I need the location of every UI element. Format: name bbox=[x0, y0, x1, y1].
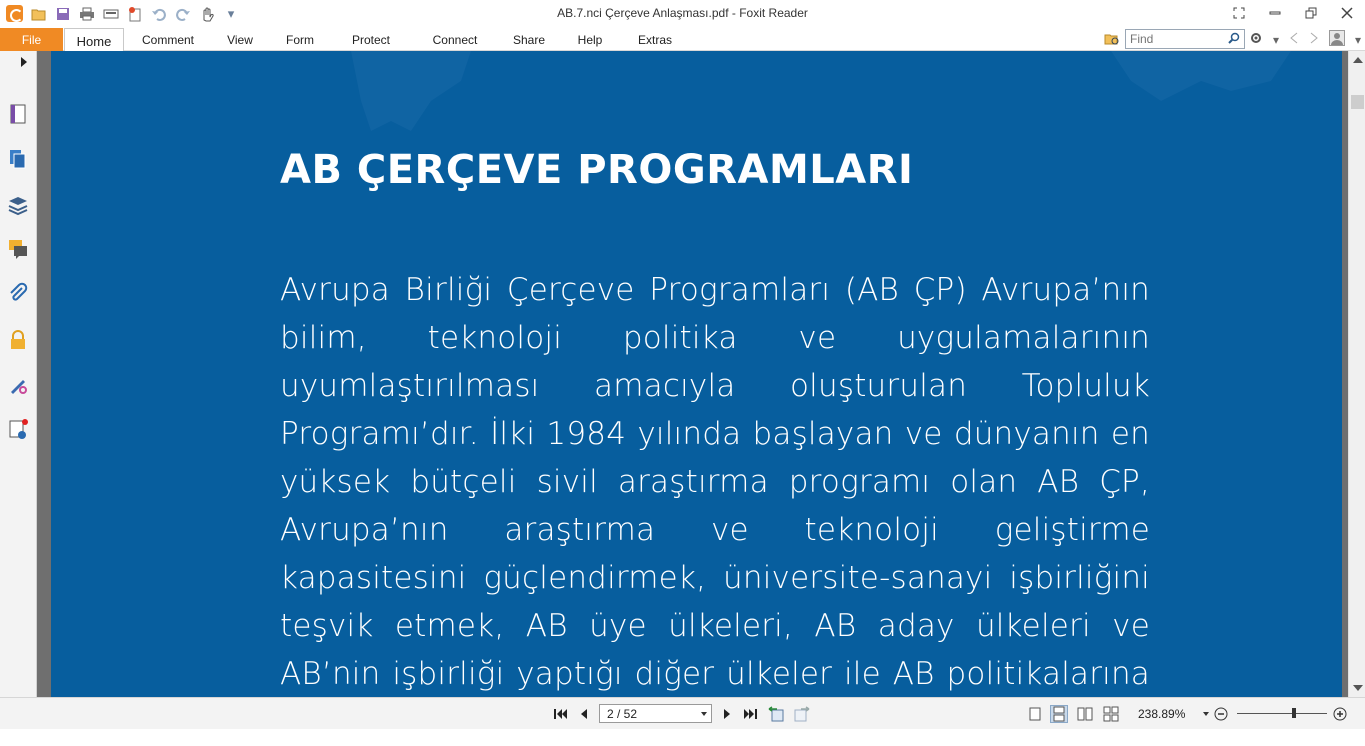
expand-panel-icon[interactable] bbox=[21, 57, 27, 67]
tab-form[interactable]: Form bbox=[286, 33, 314, 47]
account-dropdown-icon[interactable]: ▾ bbox=[1355, 32, 1362, 47]
pages-panel-icon[interactable] bbox=[7, 148, 29, 170]
status-bar bbox=[0, 697, 1365, 729]
zoom-slider-handle[interactable] bbox=[1292, 708, 1296, 718]
scroll-thumb[interactable] bbox=[1351, 95, 1364, 109]
tab-comment[interactable]: Comment bbox=[141, 33, 194, 47]
search-icon[interactable] bbox=[1228, 32, 1240, 44]
close-icon[interactable] bbox=[1329, 0, 1365, 26]
user-account-icon[interactable] bbox=[1329, 30, 1345, 49]
facing-view-icon[interactable] bbox=[1077, 706, 1093, 722]
next-page-icon[interactable] bbox=[719, 706, 735, 722]
page-number-field[interactable] bbox=[599, 704, 712, 723]
page-dropdown-icon[interactable] bbox=[701, 712, 707, 716]
last-page-icon[interactable] bbox=[743, 706, 759, 722]
file-menu-tab[interactable]: File bbox=[0, 28, 63, 51]
vertical-scrollbar[interactable] bbox=[1348, 51, 1365, 697]
attachments-panel-icon[interactable] bbox=[7, 283, 29, 305]
tab-home[interactable]: Home bbox=[64, 28, 124, 51]
customize-toolbar-icon[interactable]: ▾ bbox=[227, 6, 235, 21]
first-page-icon[interactable] bbox=[552, 706, 568, 722]
restore-icon[interactable] bbox=[1293, 0, 1329, 26]
find-input[interactable] bbox=[1126, 30, 1224, 48]
navigation-panel bbox=[0, 51, 37, 697]
document-viewport[interactable] bbox=[37, 51, 1348, 697]
pdf-page bbox=[51, 51, 1342, 697]
window-title: AB.7.nci Çerçeve Anlaşması.pdf - Foxit Reader bbox=[557, 6, 808, 20]
continuous-facing-view-icon[interactable] bbox=[1103, 706, 1119, 722]
single-page-view-icon[interactable] bbox=[1027, 706, 1043, 722]
comments-panel-icon[interactable] bbox=[7, 238, 29, 260]
zoom-out-icon[interactable] bbox=[1213, 706, 1229, 722]
gear-icon[interactable] bbox=[1249, 31, 1263, 48]
window-controls bbox=[1221, 0, 1365, 26]
fullscreen-icon[interactable] bbox=[1221, 0, 1257, 26]
tab-view[interactable]: View bbox=[227, 33, 253, 47]
previous-view-icon[interactable] bbox=[768, 706, 784, 722]
zoom-level[interactable]: 238.89% bbox=[1138, 707, 1186, 721]
layers-panel-icon[interactable] bbox=[7, 194, 29, 216]
bookmark-panel-icon[interactable] bbox=[7, 103, 29, 125]
scroll-up-icon[interactable] bbox=[1353, 57, 1363, 63]
ribbon-tabs bbox=[0, 28, 1365, 51]
find-next-icon[interactable] bbox=[1309, 32, 1319, 47]
tab-connect[interactable]: Connect bbox=[432, 33, 478, 47]
previous-page-icon[interactable] bbox=[576, 706, 592, 722]
security-panel-icon[interactable] bbox=[7, 329, 29, 351]
body-paragraph: Avrupa Birliği Çerçeve Programları (AB ÇP) Avrupa’nın bilim, teknoloji politika ve uygulamalarının uyumlaştırılması amacıyla oluşturulan Topluluk Programı’dır. İlki 1984 yılında başlayan ve dünyanın en yüksek bütçeli sivil araştırma programı olan AB ÇP, Avrupa’nın araştırma ve teknoloji geliştirme kapasitesini güçlendirmek, üniversite-sanayi işbirliğini teşvik etmek, AB üye ülkeleri, AB aday ülkeleri ve AB’nin işbirliği yaptığı diğer ülkeler ile AB politikalarına bbox=[280, 272, 1150, 692]
next-view-icon[interactable] bbox=[794, 706, 810, 722]
document-properties-icon[interactable] bbox=[7, 418, 29, 440]
minimize-icon[interactable] bbox=[1257, 0, 1293, 26]
tab-share[interactable]: Share bbox=[512, 33, 546, 47]
title-bar bbox=[0, 0, 1365, 28]
find-options-dropdown-icon[interactable]: ▾ bbox=[1273, 32, 1280, 47]
tab-help[interactable]: Help bbox=[577, 33, 603, 47]
tab-protect[interactable]: Protect bbox=[351, 33, 390, 47]
scroll-down-icon[interactable] bbox=[1353, 685, 1363, 691]
map-decoration-right bbox=[1111, 51, 1291, 111]
page-title: AB ÇERÇEVE PROGRAMLARI bbox=[280, 147, 914, 193]
zoom-slider-track[interactable] bbox=[1237, 713, 1327, 714]
zoom-in-icon[interactable] bbox=[1332, 706, 1348, 722]
continuous-view-icon[interactable] bbox=[1051, 706, 1067, 722]
tab-extras[interactable]: Extras bbox=[637, 33, 672, 47]
page-indicator: 2 / 52 bbox=[607, 707, 638, 721]
map-decoration bbox=[341, 51, 481, 141]
find-in-folder-icon[interactable] bbox=[1104, 31, 1120, 47]
zoom-dropdown-icon[interactable] bbox=[1203, 712, 1209, 716]
find-options bbox=[1249, 30, 1361, 49]
signature-panel-icon[interactable] bbox=[7, 374, 29, 396]
find-previous-icon[interactable] bbox=[1289, 32, 1299, 47]
find-field[interactable] bbox=[1125, 29, 1245, 49]
tab-strip bbox=[64, 28, 688, 51]
